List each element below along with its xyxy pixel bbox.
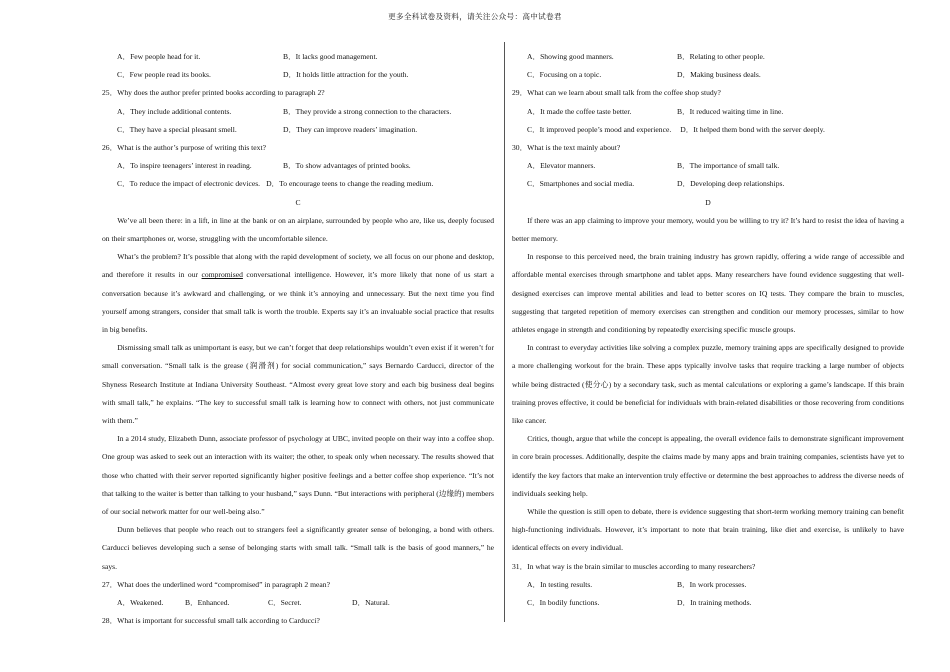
q30-option-c[interactable]: C．Smartphones and social media.: [527, 179, 635, 189]
q28-option-a[interactable]: A．Showing good manners.: [527, 52, 614, 61]
q24-option-d[interactable]: D．It holds little attraction for the youth.: [283, 70, 409, 80]
passage-d-paragraph-3: In contrast to everyday activities like solving a complex puzzle, memory training apps are specifically designed to provide a more challenging workout for the brain. These apps typically involve tasks that require tracking a large number of objects while being distracted (使分心) by a secondary task, such as mental calculations or exploring a game’s landscape. If this brain training proves effective, it could be beneficial for individuals with brain-related disabilities or those recovering from conditions like cancer.: [512, 343, 904, 425]
q24-options-row-2: [102, 66, 494, 84]
q26-option-c[interactable]: C．To reduce the impact of electronic devices.: [117, 179, 261, 189]
passage-c-paragraph-2: [102, 248, 494, 339]
section-heading-c: C: [295, 197, 301, 207]
q31-option-b[interactable]: B．In work processes.: [677, 579, 747, 589]
paragraph-2-text-start: What’s the problem? It’s possible that along with the rapid development of society, we all focus on our phone and desktop, and therefore it results in our: [102, 252, 494, 280]
q30-options-row-1: [512, 157, 904, 175]
q27-stem: 27．What does the underlined word “compromised” in paragraph 2 mean?: [102, 579, 330, 589]
q29-option-d[interactable]: D．It helped them bond with the server deeply.: [680, 124, 825, 134]
q24-option-b[interactable]: B．It lacks good management.: [283, 52, 378, 61]
q31-option-c[interactable]: C．In bodily functions.: [527, 597, 600, 607]
passage-d-paragraph-2: In response to this perceived need, the brain training industry has grown rapidly, offering a wide range of accessible and affordable mental exercises through smartphone and tablet apps. Many researchers have found evidence suggesting that well-designed exercises can improve mental abilities and lead to better scores on IQ tests. They compare the brain to muscles, suggesting that targeted repetition of memory exercises can strengthen and condition our memory processes, similar to how athletes engage in strength and conditioning by repeatedly exercising specific muscle groups.: [512, 252, 904, 334]
paragraph-2-text-end: conversational intelligence. However, it’s more likely that none of us start a conversation because it’s awkward and challenging, or we think it’s annoying and unnecessary. But the next time you find yourself among strangers, consider that small talk is worth the trouble. Experts say it’s an invaluable social practice that results in big benefits.: [102, 270, 494, 334]
q30-option-b[interactable]: B．The importance of small talk.: [677, 161, 780, 171]
q26-options-row-1: [102, 157, 494, 175]
right-column: [512, 48, 904, 612]
q28-stem: 28．What is important for successful small talk according to Carducci?: [102, 616, 320, 626]
q26-stem: 26．What is the author’s purpose of writing this text?: [102, 142, 266, 152]
q28-option-b[interactable]: B．Relating to other people.: [677, 52, 765, 61]
passage-d-paragraph-5: While the question is still open to debate, there is evidence suggesting that short-term working memory training can benefit high-functioning individuals. However, it’s important to note that brain training, like diet and exercise, is unlikely to have identical effects on every individual.: [512, 506, 904, 553]
q27-option-d[interactable]: D．Natural.: [352, 598, 390, 607]
q26-option-a[interactable]: A．To inspire teenagers’ interest in reading.: [117, 161, 252, 171]
q25-options-row-2: [102, 121, 494, 139]
q28-options-row-2: [512, 66, 904, 84]
q29-options-row-2: [512, 121, 904, 139]
q30-stem: 30．What is the text mainly about?: [512, 142, 621, 152]
q28-option-d[interactable]: D．Making business deals.: [677, 70, 761, 80]
q29-options-row-1: [512, 103, 904, 121]
q30-options-row-2: [512, 175, 904, 193]
q27-option-b[interactable]: B．Enhanced.: [185, 598, 230, 607]
passage-c-paragraph-5: Dunn believes that people who reach out to strangers feel a significantly greater sense of belonging, a bond with others. Carducci believes developing such a sense of belonging starts with small talk. “Small talk is the basis of good manners,” he says.: [102, 525, 494, 571]
passage-d-paragraph-4: Critics, though, argue that while the concept is appealing, the overall evidence fails to demonstrate significant improvement in core brain processes. Additionally, despite the claims made by many apps and brain training companies, scientists have yet to identify the key factors that make an intervention truly effective or determine the best approaches to address the diverse needs of individuals seeking help.: [512, 434, 904, 498]
section-heading-d: D: [705, 197, 711, 207]
underlined-word: compromised: [201, 270, 243, 280]
q29-option-c[interactable]: C．It improved people’s mood and experience.: [527, 124, 672, 134]
q26-option-d[interactable]: D．To encourage teens to change the reading medium.: [266, 179, 434, 189]
q24-options-row-1: [102, 48, 494, 66]
q28-options-row-1: [512, 48, 904, 66]
passage-c-paragraph-3: Dismissing small talk as unimportant is easy, but we can’t forget that deep relationships wouldn’t even exist if it weren’t for small conversation. “Small talk is the grease (润滑剂) for social communication,” says Bernardo Carducci, director of the Shyness Research Institute at Indiana University Southeast. “Almost every great love story and each big business deal begins with small talk,” he explains. “The key to successful small talk is learning how to connect with others, not just communicate with them.”: [102, 343, 494, 425]
q25-option-b[interactable]: B．They provide a strong connection to the characters.: [283, 106, 452, 116]
q25-option-c[interactable]: C．They have a special pleasant smell.: [117, 124, 237, 134]
q27-option-a[interactable]: A．Weakened.: [117, 598, 164, 607]
q31-option-a[interactable]: A．In testing results.: [527, 579, 593, 589]
q27-options-row: [102, 594, 494, 612]
q24-option-c[interactable]: C．Few people read its books.: [117, 70, 211, 80]
q24-option-a[interactable]: A．Few people head for it.: [117, 52, 201, 61]
q26-options-row-2: [102, 175, 494, 193]
left-column: [102, 48, 494, 630]
q31-options-row-2: [512, 594, 904, 612]
passage-c-paragraph-1: We’ve all been there: in a lift, in line at the bank or on an airplane, surrounded by people who are, like us, deeply focused on their smartphones or, worse, struggling with the uncomfortable silence.: [102, 215, 494, 243]
q30-option-a[interactable]: A．Elevator manners.: [527, 161, 596, 171]
q27-option-c[interactable]: C．Secret.: [268, 598, 302, 607]
q31-option-d[interactable]: D．In training methods.: [677, 597, 752, 607]
q25-stem: 25．Why does the author prefer printed books according to paragraph 2?: [102, 88, 325, 98]
page-header: 更多全科试卷及资料，请关注公众号：高中试卷君: [388, 12, 562, 21]
q29-stem: 29．What can we learn about small talk from the coffee shop study?: [512, 88, 721, 98]
q25-option-a[interactable]: A．They include additional contents.: [117, 106, 232, 116]
q28-option-c[interactable]: C．Focusing on a topic.: [527, 70, 602, 80]
q31-stem: 31．In what way is the brain similar to muscles according to many researchers?: [512, 561, 756, 571]
q30-option-d[interactable]: D．Developing deep relationships.: [677, 179, 785, 189]
q31-options-row-1: [512, 576, 904, 594]
q25-option-d[interactable]: D．They can improve readers’ imagination.: [283, 124, 418, 134]
q29-option-a[interactable]: A．It made the coffee taste better.: [527, 106, 632, 116]
column-divider: [504, 42, 505, 622]
passage-c-paragraph-4: In a 2014 study, Elizabeth Dunn, associate professor of psychology at UBC, invited people on their way into a coffee shop. One group was asked to seek out an interaction with its waiter; the other, to speak only when necessary. The results showed that those who chatted with their server reported significantly higher positive feelings and a better coffee shop experience. “It’s not that talking to the waiter is better than talking to your husband,” says Dunn. “But interactions with peripheral (边缘的) members of our social network matter for our well-being also.”: [102, 434, 494, 516]
passage-d-paragraph-1: If there was an app claiming to improve your memory, would you be willing to try it? It’s hard to resist the idea of having a better memory.: [512, 215, 904, 243]
q25-options-row-1: [102, 103, 494, 121]
q26-option-b[interactable]: B．To show advantages of printed books.: [283, 161, 411, 171]
q29-option-b[interactable]: B．It reduced waiting time in line.: [677, 106, 784, 116]
